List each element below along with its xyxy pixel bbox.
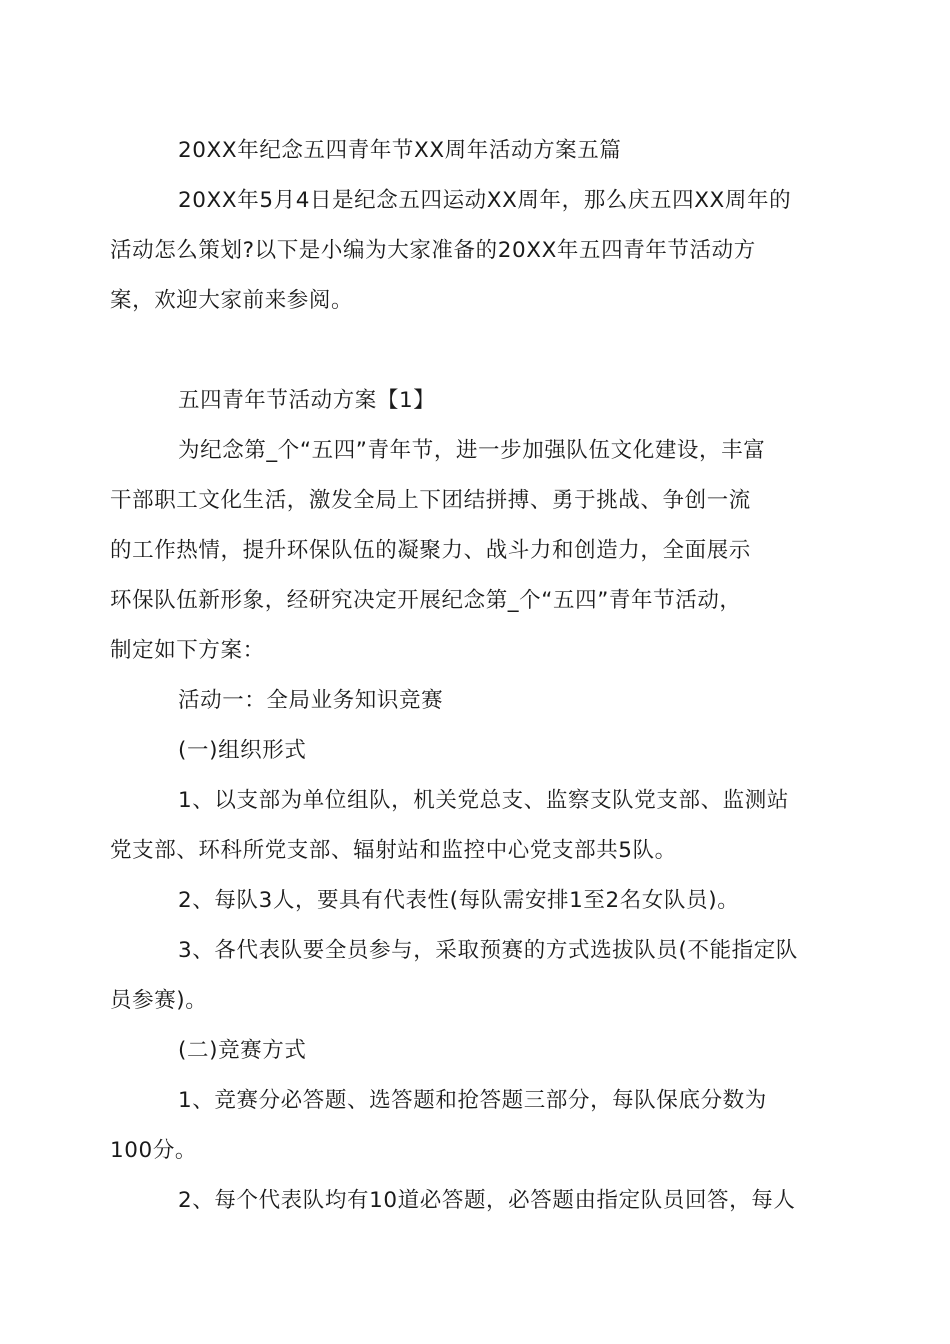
document-title: 20XX年纪念五四青年节XX周年活动方案五篇 bbox=[178, 138, 622, 163]
intro-paragraph: 20XX年5月4日是纪念五四运动XX周年，那么庆五四XX周年的 活动怎么策划?以下是小编为大家准备的20XX年五四青年节活动方 案，欢迎大家前来参阅。 bbox=[110, 188, 792, 313]
blank-line bbox=[144, 326, 808, 376]
list-item: 1、竞赛分必答题、选答题和抢答题三部分，每队保底分数为 100分。 bbox=[110, 1088, 767, 1163]
subsection-heading-org-form: (一)组织形式 bbox=[178, 738, 307, 763]
document-body bbox=[110, 126, 808, 1226]
list-item: 2、每个代表队均有10道必答题，必答题由指定队员回答，每人 bbox=[178, 1188, 796, 1213]
section-heading: 五四青年节活动方案【1】 bbox=[178, 388, 436, 413]
subsection-heading-contest: (二)竞赛方式 bbox=[178, 1038, 307, 1063]
section-body-paragraph: 为纪念第_个“五四”青年节，进一步加强队伍文化建设，丰富 干部职工文化生活，激发全局上下团结拼搏、勇于挑战、争创一流 的工作热情，提升环保队伍的凝聚力、战斗力和创造力，全面展示 环保队伍新形象，经研究决定开展纪念第_个“五四”青年节活动， 制定如下方案： bbox=[110, 438, 766, 663]
list-item: 3、各代表队要全员参与，采取预赛的方式选拔队员(不能指定队 员参赛)。 bbox=[110, 938, 798, 1013]
list-item: 2、每队3人，要具有代表性(每队需安排1至2名女队员)。 bbox=[178, 888, 740, 913]
activity-heading: 活动一：全局业务知识竞赛 bbox=[178, 688, 444, 713]
list-item: 1、以支部为单位组队，机关党总支、监察支队党支部、监测站 党支部、环科所党支部、辐射站和监控中心党支部共5队。 bbox=[110, 788, 789, 863]
